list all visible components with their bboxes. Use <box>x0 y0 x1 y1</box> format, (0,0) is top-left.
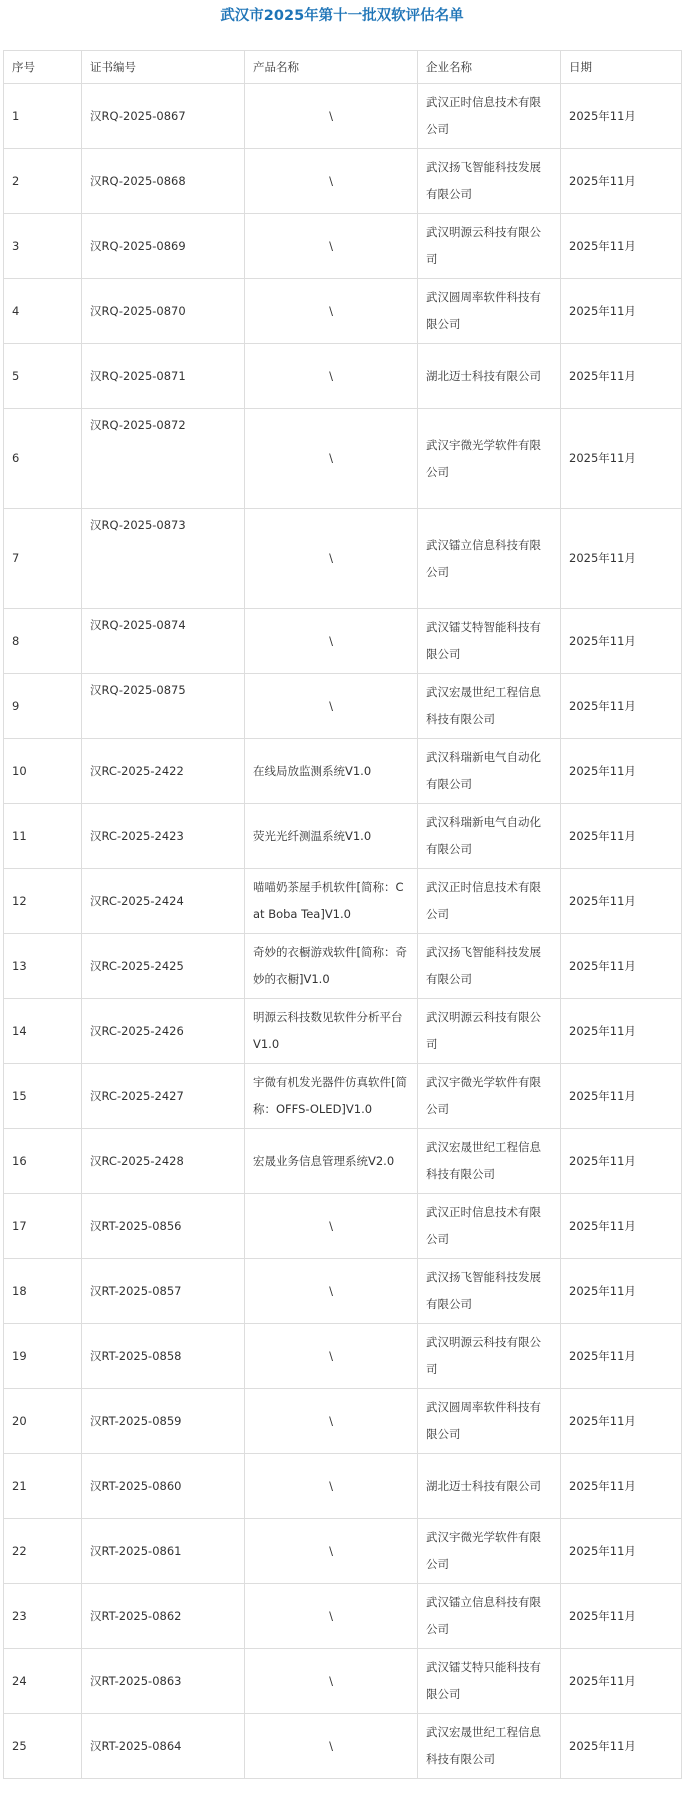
cell-product: 宇微有机发光器件仿真软件[简称：OFFS-OLED]V1.0 <box>245 1064 418 1129</box>
cell-date: 2025年11月 <box>561 84 682 149</box>
cell-date: 2025年11月 <box>561 1064 682 1129</box>
cell-date: 2025年11月 <box>561 1519 682 1584</box>
cell-company: 武汉扬飞智能科技发展有限公司 <box>418 1259 561 1324</box>
cell-product: \ <box>245 1454 418 1519</box>
cell-no: 4 <box>4 279 82 344</box>
cell-cert: 汉RC-2025-2422 <box>82 739 245 804</box>
cell-company: 武汉正时信息技术有限公司 <box>418 84 561 149</box>
cell-no: 12 <box>4 869 82 934</box>
cell-date: 2025年11月 <box>561 279 682 344</box>
cell-no: 14 <box>4 999 82 1064</box>
cell-cert: 汉RC-2025-2423 <box>82 804 245 869</box>
table-row <box>4 1259 682 1324</box>
cell-cert: 汉RT-2025-0856 <box>82 1194 245 1259</box>
cell-date: 2025年11月 <box>561 1259 682 1324</box>
table-row <box>4 509 682 609</box>
table-row <box>4 804 682 869</box>
cell-date: 2025年11月 <box>561 934 682 999</box>
cell-cert: 汉RC-2025-2427 <box>82 1064 245 1129</box>
cell-product: \ <box>245 674 418 739</box>
cell-product: 宏晟业务信息管理系统V2.0 <box>245 1129 418 1194</box>
cell-product: 奇妙的衣橱游戏软件[简称：奇妙的衣橱]V1.0 <box>245 934 418 999</box>
cell-date: 2025年11月 <box>561 1454 682 1519</box>
cell-no: 1 <box>4 84 82 149</box>
cell-no: 2 <box>4 149 82 214</box>
cell-company: 武汉圆周率软件科技有限公司 <box>418 279 561 344</box>
table-row <box>4 1649 682 1714</box>
cell-no: 10 <box>4 739 82 804</box>
cell-cert: 汉RT-2025-0862 <box>82 1584 245 1649</box>
cell-product: \ <box>245 409 418 509</box>
cell-date: 2025年11月 <box>561 509 682 609</box>
cell-company: 武汉明源云科技有限公司 <box>418 1324 561 1389</box>
table-row <box>4 1714 682 1779</box>
cell-cert: 汉RC-2025-2428 <box>82 1129 245 1194</box>
cell-cert: 汉RQ-2025-0875 <box>82 674 245 739</box>
table-row <box>4 869 682 934</box>
cell-product: \ <box>245 279 418 344</box>
cell-cert: 汉RQ-2025-0870 <box>82 279 245 344</box>
cell-company: 武汉宏晟世纪工程信息科技有限公司 <box>418 674 561 739</box>
cell-company: 武汉明源云科技有限公司 <box>418 214 561 279</box>
table-row <box>4 409 682 509</box>
table-row <box>4 1194 682 1259</box>
cell-date: 2025年11月 <box>561 1389 682 1454</box>
cell-no: 24 <box>4 1649 82 1714</box>
cell-date: 2025年11月 <box>561 1649 682 1714</box>
header-no: 序号 <box>4 51 82 84</box>
cell-product: \ <box>245 1389 418 1454</box>
table-row <box>4 1129 682 1194</box>
cell-product: \ <box>245 149 418 214</box>
cell-company: 武汉圆周率软件科技有限公司 <box>418 1389 561 1454</box>
cell-product: \ <box>245 214 418 279</box>
cell-product: \ <box>245 1714 418 1779</box>
cell-no: 5 <box>4 344 82 409</box>
cell-product: \ <box>245 509 418 609</box>
cell-no: 17 <box>4 1194 82 1259</box>
cell-cert: 汉RT-2025-0861 <box>82 1519 245 1584</box>
cell-company: 武汉宏晟世纪工程信息科技有限公司 <box>418 1129 561 1194</box>
cell-date: 2025年11月 <box>561 1194 682 1259</box>
cell-no: 20 <box>4 1389 82 1454</box>
cell-company: 武汉扬飞智能科技发展有限公司 <box>418 934 561 999</box>
cell-product: \ <box>245 1649 418 1714</box>
table-row <box>4 149 682 214</box>
cell-cert: 汉RQ-2025-0873 <box>82 509 245 609</box>
cell-company: 武汉镭艾特智能科技有限公司 <box>418 609 561 674</box>
cell-product: \ <box>245 1519 418 1584</box>
cell-company: 武汉宇微光学软件有限公司 <box>418 1064 561 1129</box>
table-row <box>4 934 682 999</box>
cell-date: 2025年11月 <box>561 869 682 934</box>
cell-company: 武汉镭艾特只能科技有限公司 <box>418 1649 561 1714</box>
cell-cert: 汉RT-2025-0863 <box>82 1649 245 1714</box>
cell-company: 武汉宇微光学软件有限公司 <box>418 1519 561 1584</box>
cell-no: 7 <box>4 509 82 609</box>
header-cert: 证书编号 <box>82 51 245 84</box>
cell-date: 2025年11月 <box>561 149 682 214</box>
cell-company: 湖北迈士科技有限公司 <box>418 344 561 409</box>
cell-company: 武汉明源云科技有限公司 <box>418 999 561 1064</box>
cell-cert: 汉RT-2025-0858 <box>82 1324 245 1389</box>
cell-no: 11 <box>4 804 82 869</box>
table-row <box>4 214 682 279</box>
cell-company: 武汉镭立信息科技有限公司 <box>418 509 561 609</box>
cell-no: 21 <box>4 1454 82 1519</box>
cell-cert: 汉RT-2025-0860 <box>82 1454 245 1519</box>
cell-company: 武汉正时信息技术有限公司 <box>418 1194 561 1259</box>
table-row <box>4 1064 682 1129</box>
table-row <box>4 84 682 149</box>
cell-no: 6 <box>4 409 82 509</box>
cell-company: 武汉科瑞新电气自动化有限公司 <box>418 804 561 869</box>
cell-cert: 汉RT-2025-0864 <box>82 1714 245 1779</box>
cell-no: 22 <box>4 1519 82 1584</box>
cell-no: 15 <box>4 1064 82 1129</box>
cell-no: 25 <box>4 1714 82 1779</box>
cell-date: 2025年11月 <box>561 344 682 409</box>
cell-company: 武汉正时信息技术有限公司 <box>418 869 561 934</box>
cell-cert: 汉RT-2025-0859 <box>82 1389 245 1454</box>
cell-date: 2025年11月 <box>561 609 682 674</box>
cell-product: \ <box>245 1324 418 1389</box>
cell-cert: 汉RQ-2025-0872 <box>82 409 245 509</box>
cell-product: \ <box>245 609 418 674</box>
cell-company: 武汉扬飞智能科技发展有限公司 <box>418 149 561 214</box>
cell-date: 2025年11月 <box>561 1714 682 1779</box>
page-title: 武汉市2025年第十一批双软评估名单 <box>220 8 464 24</box>
cell-company: 湖北迈士科技有限公司 <box>418 1454 561 1519</box>
cell-product: 在线局放监测系统V1.0 <box>245 739 418 804</box>
cell-date: 2025年11月 <box>561 214 682 279</box>
cell-date: 2025年11月 <box>561 1129 682 1194</box>
cell-date: 2025年11月 <box>561 1584 682 1649</box>
cell-date: 2025年11月 <box>561 674 682 739</box>
cell-product: 明源云科技数见软件分析平台V1.0 <box>245 999 418 1064</box>
cell-date: 2025年11月 <box>561 409 682 509</box>
cell-date: 2025年11月 <box>561 1324 682 1389</box>
table-row <box>4 1584 682 1649</box>
cell-product: 荧光光纤测温系统V1.0 <box>245 804 418 869</box>
cell-no: 3 <box>4 214 82 279</box>
cell-no: 16 <box>4 1129 82 1194</box>
cell-product: \ <box>245 1584 418 1649</box>
cell-cert: 汉RC-2025-2424 <box>82 869 245 934</box>
cell-no: 13 <box>4 934 82 999</box>
header-product: 产品名称 <box>245 51 418 84</box>
cell-company: 武汉科瑞新电气自动化有限公司 <box>418 739 561 804</box>
cell-date: 2025年11月 <box>561 804 682 869</box>
cell-product: \ <box>245 84 418 149</box>
cell-product: 喵喵奶茶屋手机软件[简称：Cat Boba Tea]V1.0 <box>245 869 418 934</box>
table-row <box>4 739 682 804</box>
cell-no: 8 <box>4 609 82 674</box>
cell-product: \ <box>245 344 418 409</box>
table-row <box>4 1519 682 1584</box>
cell-no: 9 <box>4 674 82 739</box>
cell-cert: 汉RQ-2025-0871 <box>82 344 245 409</box>
table-header-row <box>4 51 682 84</box>
evaluation-table <box>3 50 682 1779</box>
cell-cert: 汉RQ-2025-0869 <box>82 214 245 279</box>
cell-product: \ <box>245 1194 418 1259</box>
cell-no: 18 <box>4 1259 82 1324</box>
table-row <box>4 609 682 674</box>
cell-company: 武汉镭立信息科技有限公司 <box>418 1584 561 1649</box>
cell-date: 2025年11月 <box>561 999 682 1064</box>
cell-date: 2025年11月 <box>561 739 682 804</box>
table-row <box>4 279 682 344</box>
cell-cert: 汉RT-2025-0857 <box>82 1259 245 1324</box>
header-company: 企业名称 <box>418 51 561 84</box>
cell-company: 武汉宏晟世纪工程信息科技有限公司 <box>418 1714 561 1779</box>
table-row <box>4 674 682 739</box>
table-row <box>4 344 682 409</box>
cell-no: 19 <box>4 1324 82 1389</box>
cell-no: 23 <box>4 1584 82 1649</box>
cell-cert: 汉RC-2025-2425 <box>82 934 245 999</box>
cell-product: \ <box>245 1259 418 1324</box>
cell-cert: 汉RQ-2025-0867 <box>82 84 245 149</box>
cell-company: 武汉宇微光学软件有限公司 <box>418 409 561 509</box>
cell-cert: 汉RQ-2025-0868 <box>82 149 245 214</box>
table-row <box>4 1389 682 1454</box>
header-date: 日期 <box>561 51 682 84</box>
table-row <box>4 1454 682 1519</box>
cell-cert: 汉RQ-2025-0874 <box>82 609 245 674</box>
table-row <box>4 1324 682 1389</box>
table-row <box>4 999 682 1064</box>
cell-cert: 汉RC-2025-2426 <box>82 999 245 1064</box>
